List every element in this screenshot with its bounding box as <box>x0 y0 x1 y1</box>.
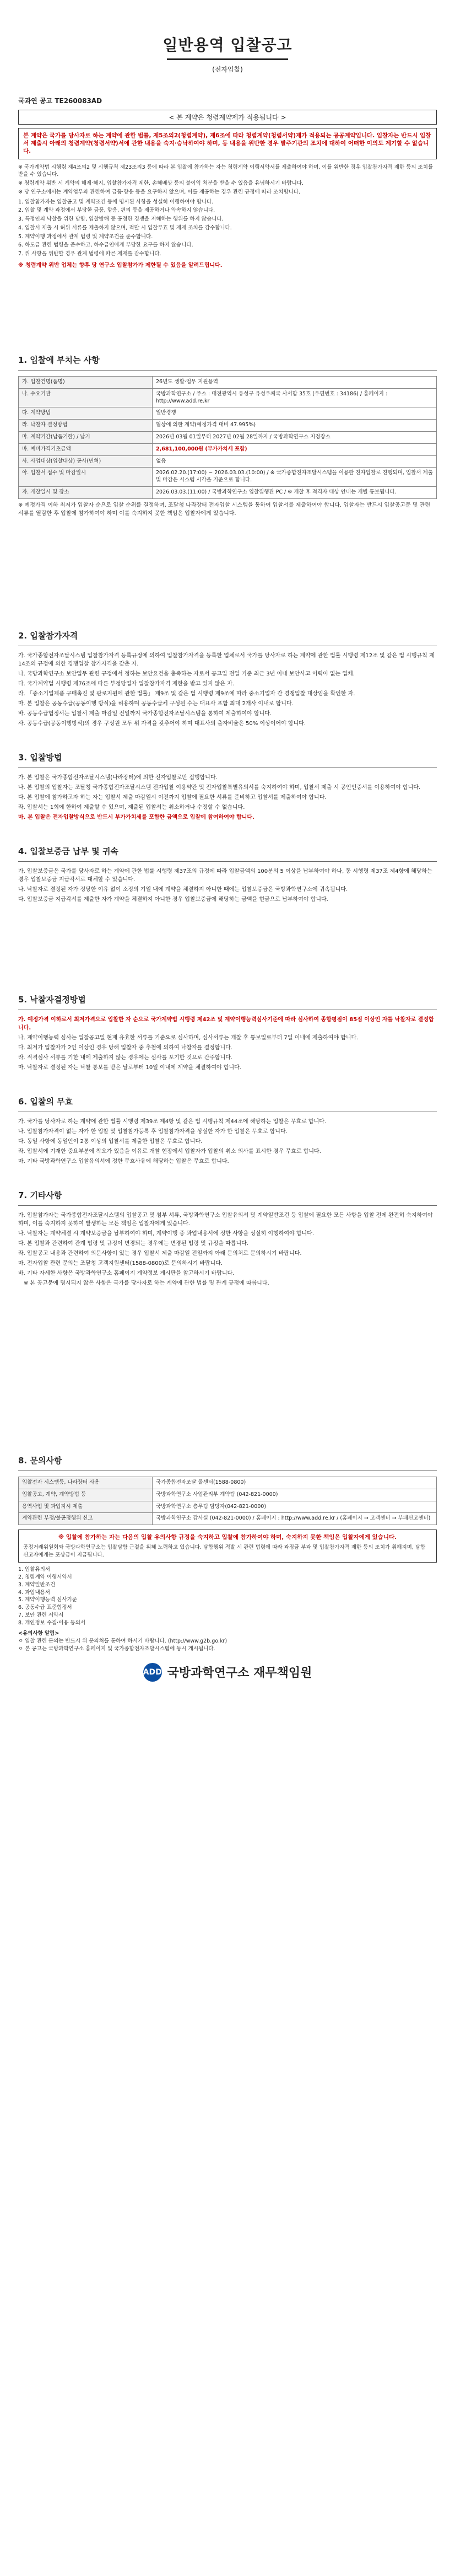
misc-item: 다. 본 입찰과 관련하여 관계 법령 및 규정이 변경되는 경우에는 변경된 법령 및 규정을 따릅니다. <box>18 1240 248 1247</box>
pledge-item: 5. 계약이행 과정에서 관계 법령 및 계약조건을 준수합니다. <box>18 233 153 240</box>
section-heading-2: 2. 입찰참가자격 <box>18 630 78 641</box>
misc-item: 나. 낙찰자는 계약체결 시 계약보증금을 납부하여야 하며, 계약이행 중 과업내용서에 정한 사항을 성실히 이행하여야 합니다. <box>18 1230 315 1237</box>
table-row <box>19 420 437 432</box>
section-heading-8: 8. 문의사항 <box>18 1455 62 1466</box>
misc-item: 바. 기타 자세한 사항은 국방과학연구소 홈페이지 계약정보 게시판을 참고하시기 바랍니다. <box>18 1270 235 1276</box>
integrity-warning: 본 계약은 국가를 당사자로 하는 계약에 관한 법률, 제5조의2(청렴계약), 제6조에 따라 청렴계약(청렴서약)제가 적용되는 공공계약입니다. 입찰자는 반드시 입찰서 제출시 아래의 청렴계약(청렴서약)서에 관한 내용을 숙지·승낙하여야 하며, 동 내용을 위반한 경우 발주기관의 조치에 대하여 어떠한 이의도 제기할 수 없습니다. <box>18 128 437 159</box>
attachment-item: 2. 청렴계약 이행서약서 <box>18 1574 72 1581</box>
footer-notice-box <box>18 1530 437 1563</box>
method-item: 나. 본 입찰의 입찰자는 조달청 국가종합전자조달시스템 전자입찰 이용약관 및 전자입찰특별유의서를 숙지하여야 하며, 입찰서 제출 시 공인인증서를 이용하여야 합니다. <box>18 784 421 791</box>
deposit-item: 가. 입찰보증금은 국가를 당사자로 하는 계약에 관한 법률 시행령 제37조의 규정에 따라 입찰금액의 100분의 5 이상을 납부하여야 하나, 동 시행령 제37조 제4항에 해당하는 경우 입찰보증금 지급각서로 대체할 수 있습니다. <box>18 868 432 883</box>
table-row <box>19 407 437 420</box>
misc-item: 가. 입찰참가자는 국가종합전자조달시스템의 입찰공고 및 첨부 서류, 국방과학연구소 입찰유의서 및 계약일반조건 등 입찰에 필요한 모든 사항을 입찰 전에 완전히 숙지하여야 하며, 이를 숙지하지 못하여 발생하는 모든 책임은 입찰자에게 있습니다. <box>18 1212 433 1227</box>
deposit-item: 다. 입찰보증금 지급각서를 제출한 자가 계약을 체결하지 아니한 경우 입찰보증금에 해당하는 금액을 현금으로 납부하여야 합니다. <box>18 896 328 903</box>
section-heading-3: 3. 입찰방법 <box>18 752 62 763</box>
note-line: ※ 청렴계약 위반 시 계약의 해제·해지, 입찰참가자격 제한, 손해배상 등의 불이익 처분을 받을 수 있음을 유념하시기 바랍니다. <box>18 180 304 187</box>
table-row <box>19 468 437 487</box>
row-label: 입찰공고, 계약, 계약방법 등 <box>19 1489 153 1501</box>
method-item: 마. 본 입찰은 전자입찰방식으로 반드시 부가가치세를 포함한 금액으로 입찰에 참여하여야 합니다. <box>18 814 254 820</box>
row-label: 용역사업 및 과업지시 제출 <box>19 1501 153 1513</box>
section-heading-6: 6. 입찰의 무효 <box>18 1096 73 1107</box>
attachment-item: 4. 과업내용서 <box>18 1589 50 1596</box>
row-value: 2,681,100,000원 (부가가치세 포함) <box>153 443 437 455</box>
page-subtitle: (전자입찰) <box>212 66 243 73</box>
section-divider <box>18 861 437 862</box>
row-value: 협상에 의한 계약(예정가격 대비 47.995%) <box>153 420 437 432</box>
method-item: 라. 입찰서는 1회에 한하여 제출할 수 있으며, 제출된 입찰서는 취소하거나 수정할 수 없습니다. <box>18 804 245 811</box>
pledge-item: 6. 하도급 관련 법령을 준수하고, 하수급인에게 부당한 요구를 하지 않습니다. <box>18 242 193 249</box>
attachment-item: 6. 공동수급 표준협정서 <box>18 1604 72 1611</box>
org-name: 국방과학연구소 재무책임원 <box>167 1666 312 1681</box>
row-label: 가. 입찰건명(품명) <box>19 376 153 388</box>
table-row <box>19 1501 437 1513</box>
qualification-item: 마. 본 입찰은 공동수급(공동이행 방식)을 허용하며 공동수급체 구성원 수는 대표사 포함 최대 2개사 이내로 합니다. <box>18 700 294 707</box>
row-label: 계약관련 부정/불공정행위 신고 <box>19 1513 153 1525</box>
row-value: 2026.03.03.(11:00) / 국방과학연구소 입찰집행관 PC / ※ 개찰 후 적격자 대상 안내는 개별 통보됩니다. <box>153 487 437 499</box>
contact-table <box>18 1477 437 1525</box>
note-line: ※ 당 연구소에서는 계약업무와 관련하여 금품·향응 등을 요구하지 않으며, 이를 제공하는 경우 관련 규정에 따라 조치합니다. <box>18 189 300 195</box>
section-heading-7: 7. 기타사항 <box>18 1190 62 1200</box>
row-label: 사. 사업대상(입찰대상) 공사(면허) <box>19 455 153 468</box>
misc-item: 라. 입찰공고 내용과 관련하여 의문사항이 있는 경우 입찰서 제출 마감일 전일까지 아래 문의처로 문의하시기 바랍니다. <box>18 1250 302 1257</box>
section-heading-1: 1. 입찰에 부치는 사항 <box>18 355 100 365</box>
method-item: 가. 본 입찰은 국가종합전자조달시스템(나라장터)에 의한 전자입찰로만 집행합니다. <box>18 774 218 781</box>
invalid-item: 다. 동일 사항에 동일인이 2통 이상의 입찰서를 제출한 입찰은 무효로 합니다. <box>18 1138 203 1145</box>
invalid-item: 나. 입찰참가자격이 없는 자가 한 입찰 및 입찰참가등록 후 입찰참가자격을 상실한 자가 한 입찰은 무효로 합니다. <box>18 1128 288 1135</box>
misc-extra: ※ 본 공고문에 명시되지 않은 사항은 국가를 당사자로 하는 계약에 관한 법률 및 관계 규정에 따릅니다. <box>24 1280 269 1286</box>
row-label: 나. 수요기관 <box>19 388 153 407</box>
row-value: 국방과학연구소 총무팀 담당자(042-821-0000) <box>153 1501 437 1513</box>
row-value: 국방과학연구소 사업관리부 계약팀 (042-821-0000) <box>153 1489 437 1501</box>
footer-text: 공정거래위원회와 국방과학연구소는 입찰담합 근절을 위해 노력하고 있습니다. 담합행위 적발 시 관련 법령에 따라 과징금 부과 및 입찰참가자격 제한 등의 조치가 취해지며, 담합 신고자에게는 포상금이 지급됩니다. <box>23 1544 426 1558</box>
deposit-item: 나. 낙찰자로 결정된 자가 정당한 이유 없이 소정의 기일 내에 계약을 체결하지 아니한 때에는 입찰보증금은 국방과학연구소에 귀속됩니다. <box>18 886 348 893</box>
award-item: 나. 계약이행능력 심사는 입찰공고일 현재 유효한 서류를 기준으로 심사하며, 심사서류는 개찰 후 통보일로부터 7일 이내에 제출하여야 합니다. <box>18 1034 359 1041</box>
notice-number: 국과연 공고 TE260083AD <box>18 97 102 105</box>
attachment-item: 1. 입찰유의서 <box>18 1566 50 1573</box>
misc-item: 마. 전자입찰 관련 문의는 조달청 고객지원센터(1588-0800)로 문의하시기 바랍니다. <box>18 1260 223 1266</box>
section1-note: ※ 예정가격 이하 최저가 입찰자 순으로 입찰 순위를 결정하며, 조달청 나라장터 전자입찰 시스템을 통하여 입찰서를 제출하여야 합니다. 입찰자는 반드시 입찰공고문 및 관련 서류를 열람한 후 입찰에 참가하여야 하며 이를 숙지하지 못한 책임은 입찰자에게 있습니다. <box>18 502 431 517</box>
award-item: 라. 적격심사 서류를 기한 내에 제출하지 않는 경우에는 심사를 포기한 것으로 간주합니다. <box>18 1054 233 1061</box>
award-item: 다. 최저가 입찰자가 2인 이상인 경우 당해 입찰자 중 추첨에 의하여 낙찰자를 결정합니다. <box>18 1044 232 1051</box>
section-divider <box>18 370 437 371</box>
qualification-item: 사. 공동수급(공동이행방식)의 경우 구성원 모두 위 자격을 갖추어야 하며 대표사의 출자비율은 50% 이상이어야 합니다. <box>18 720 306 727</box>
section-heading-4: 4. 입찰보증금 납부 및 귀속 <box>18 846 118 856</box>
table-row <box>19 455 437 468</box>
row-value: 2026.02.20.(17:00) ~ 2026.03.03.(10:00) / ※ 국가종합전자조달시스템을 이용한 전자입찰로 진행되며, 입찰서 제출 및 마감은 시스템 시각을 기준으로 합니다. <box>153 468 437 487</box>
row-value: 없음 <box>153 455 437 468</box>
note-line: ※ 국가계약법 시행령 제4조의2 및 시행규칙 제23조의3 등에 따라 본 입찰에 참가하는 자는 청렴계약 이행서약서를 제출하여야 하며, 이를 위반한 경우 입찰참가자격 제한 등의 조치를 받을 수 있습니다. <box>18 164 434 178</box>
notice-line: ㅇ 본 공고는 국방과학연구소 홈페이지 및 국가종합전자조달시스템에 동시 게시됩니다. <box>18 1646 215 1652</box>
table-row <box>19 1489 437 1501</box>
bid-info-table <box>18 376 437 499</box>
notice-page <box>18 0 437 1682</box>
row-label: 마. 계약기간(납품기한) / 납기 <box>19 432 153 444</box>
section-heading-5: 5. 낙찰자결정방법 <box>18 994 86 1005</box>
attachment-item: 7. 보안 관련 서약서 <box>18 1612 64 1618</box>
attachment-item: 3. 계약일반조건 <box>18 1581 56 1588</box>
row-value: 국방과학연구소 / 주소 : 대전광역시 유성구 유성우체국 사서함 35호 (우편번호 : 34186) / 홈페이지 : http://www.add.re.kr <box>153 388 437 407</box>
row-label: 자. 개찰일시 및 장소 <box>19 487 153 499</box>
invalid-item: 마. 기타 국방과학연구소 입찰유의서에 정한 무효사유에 해당하는 입찰은 무효로 합니다. <box>18 1158 229 1164</box>
row-label: 바. 예비가격기초금액 <box>19 443 153 455</box>
notice-line: ㅇ 입찰 관련 문의는 반드시 위 문의처를 통하여 하시기 바랍니다. (http://www.g2b.go.kr) <box>18 1638 228 1645</box>
org-logo-icon: ADD <box>143 1663 162 1682</box>
table-row <box>19 487 437 499</box>
row-label: 아. 입찰서 접수 및 마감일시 <box>19 468 153 487</box>
qualification-item: 나. 국방과학연구소 보안업무 관련 규정에서 정하는 보안요건을 충족하는 자로서 공고일 전일 기준 최근 3년 이내 보안사고 이력이 없는 업체. <box>18 670 355 677</box>
integrity-notes <box>18 164 437 196</box>
table-row <box>19 388 437 407</box>
pledge-item: 4. 입찰서 제출 시 허위 서류를 제출하지 않으며, 적발 시 입찰무효 및 제재 조치를 감수합니다. <box>18 224 232 231</box>
qualification-item: 라. 「중소기업제품 구매촉진 및 판로지원에 관한 법률」 제9조 및 같은 법 시행령 제9조에 따라 중소기업자 간 경쟁입찰 대상임을 확인한 자. <box>18 690 355 697</box>
invalid-item: 가. 국가를 당사자로 하는 계약에 관한 법률 시행령 제39조 제4항 및 같은 법 시행규칙 제44조에 해당하는 입찰은 무효로 합니다. <box>18 1118 327 1125</box>
row-label: 다. 계약방법 <box>19 407 153 420</box>
qualification-item: 바. 공동수급협정서는 입찰서 제출 마감일 전일까지 국가종합전자조달시스템을 통하여 제출하여야 합니다. <box>18 710 272 717</box>
pledge-list <box>18 198 437 258</box>
integrity-banner: < 본 계약은 청렴계약제가 적용됩니다 > <box>18 110 437 125</box>
org-signature <box>18 1663 437 1682</box>
attachment-item: 8. 개인정보 수집·이용 동의서 <box>18 1619 86 1626</box>
section-divider <box>18 1205 437 1206</box>
pledge-item: 3. 특정인의 낙찰을 위한 담합, 입찰방해 등 공정한 경쟁을 저해하는 행위를 하지 않습니다. <box>18 216 224 223</box>
page-title: 일반용역 입찰공고 <box>162 36 292 54</box>
table-row <box>19 443 437 455</box>
row-value: 국방과학연구소 감사실 (042-821-0000) / 홈페이지 : http://www.add.re.kr / (홈페이지 → 고객센터 → 부패신고센터) <box>153 1513 437 1525</box>
row-value: 2026년 03월 01일부터 2027년 02월 28일까지 / 국방과학연구소 지정장소 <box>153 432 437 444</box>
table-row <box>19 432 437 444</box>
row-value: 국가종합전자조달 콜센터(1588-0800) <box>153 1477 437 1489</box>
pledge-item: 7. 위 사항을 위반할 경우 관계 법령에 따른 제재를 감수합니다. <box>18 251 161 257</box>
row-label: 입찰전자 시스템등, 나라장터 사용 <box>19 1477 153 1489</box>
table-row <box>19 1477 437 1489</box>
row-label: 라. 낙찰자 결정방법 <box>19 420 153 432</box>
footer-warning: ※ 입찰에 참가하는 자는 다음의 입찰 유의사항 규정을 숙지하고 입찰에 참가하여야 하며, 숙지하지 못한 책임은 입찰자에게 있습니다. <box>58 1534 397 1541</box>
attachment-list <box>18 1566 437 1627</box>
notice-title: <유의사항 알림> <box>18 1630 59 1637</box>
qualification-item: 가. 국가종합전자조달시스템 입찰참가자격 등록규정에 의하여 입찰참가자격을 등록한 업체로서 국가를 당사자로 하는 계약에 관한 법률 시행령 제12조 및 같은 법 시행규칙 제14조의 규정에 의한 경쟁입찰 참가자격을 갖춘 자. <box>18 652 435 667</box>
row-value: 26년도 생활·업무 지원용역 <box>153 376 437 388</box>
qualification-item: 다. 국가계약법 시행령 제76조에 따른 부정당업자 입찰참가자격 제한을 받고 있지 않은 자. <box>18 680 235 687</box>
pledge-emphasis: ※ 청렴계약 위반 업체는 향후 당 연구소 입찰참가가 제한될 수 있음을 알려드립니다. <box>18 262 223 269</box>
title-underline <box>167 58 288 60</box>
attachment-item: 5. 계약이행능력 심사기준 <box>18 1597 77 1603</box>
award-item: 마. 낙찰자로 결정된 자는 낙찰 통보를 받은 날로부터 10일 이내에 계약을 체결하여야 합니다. <box>18 1064 241 1071</box>
invalid-item: 라. 입찰서에 기재한 중요부분에 착오가 있음을 이유로 개찰 현장에서 입찰자가 입찰의 취소 의사를 표시한 경우 무효로 합니다. <box>18 1148 321 1155</box>
table-row <box>19 1513 437 1525</box>
row-value: 일반경쟁 <box>153 407 437 420</box>
pledge-item: 2. 입찰 및 계약 과정에서 부당한 금품, 향응, 편의 등을 제공하거나 약속하지 않습니다. <box>18 207 215 214</box>
method-item: 다. 본 입찰에 참가하고자 하는 자는 입찰서 제출 마감일시 이전까지 입찰에 필요한 서류를 준비하고 입찰서를 제출하여야 합니다. <box>18 794 327 801</box>
pledge-item: 1. 입찰참가자는 입찰공고 및 계약조건 등에 명시된 사항을 성실히 이행하여야 합니다. <box>18 198 214 205</box>
table-row <box>19 376 437 388</box>
award-item: 가. 예정가격 이하로서 최저가격으로 입찰한 자 순으로 국가계약법 시행령 제42조 및 계약이행능력심사기준에 따라 심사하여 종합평점이 85점 이상인 자를 낙찰자로 결정합니다. <box>18 1016 434 1031</box>
